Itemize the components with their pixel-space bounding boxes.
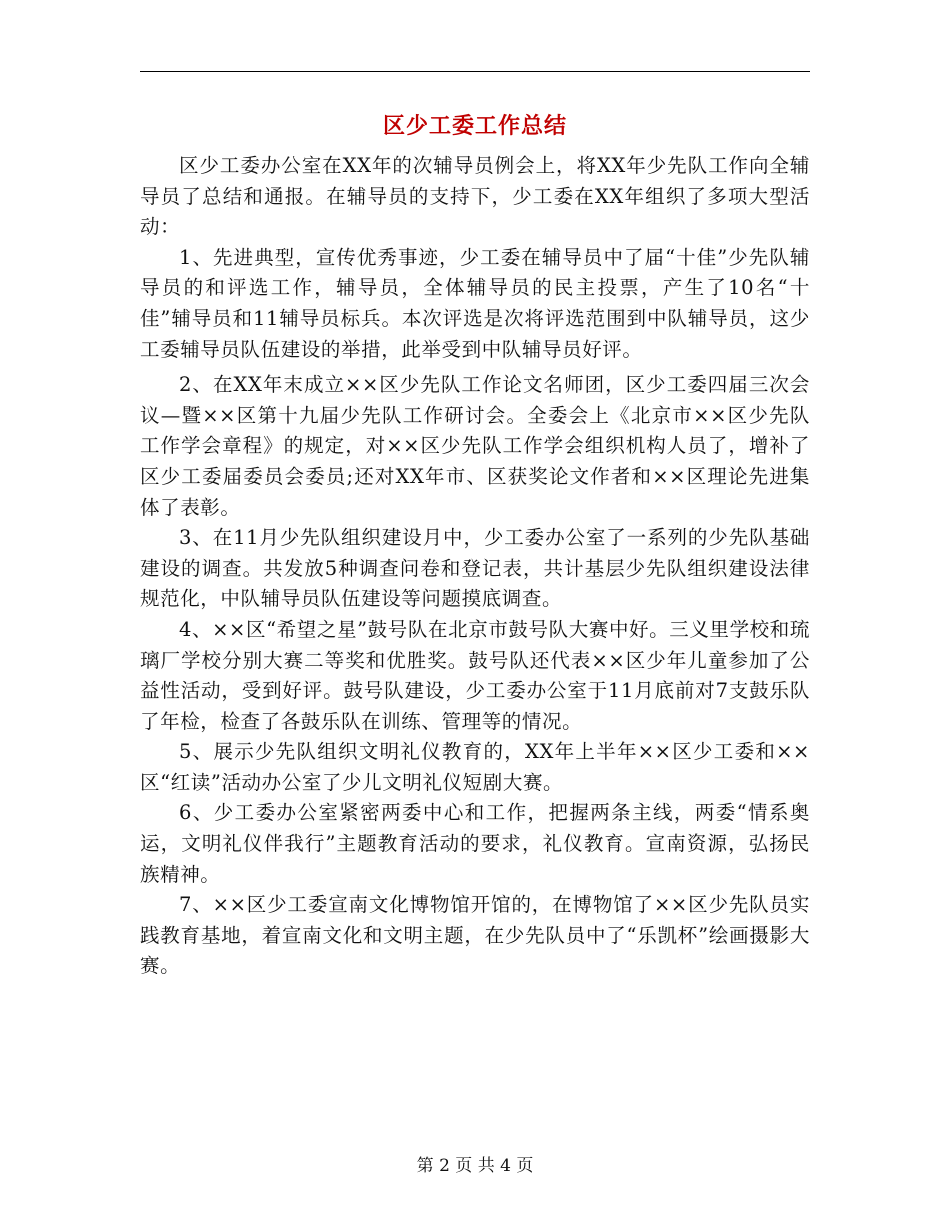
paragraph-item-4: 4、××区“希望之星”鼓号队在北京市鼓号队大赛中好。三义里学校和琉璃厂学校分别大赛二等奖和优胜奖。鼓号队还代表××区少年儿童参加了公益性活动，受到好评。鼓号队建设，少工委办公室于11月底前对7支鼓乐队了年检，检查了各鼓乐队在训练、管理等的情况。 xyxy=(140,617,810,733)
paragraph-item-1: 1、先进典型，宣传优秀事迹，少工委在辅导员中了届“十佳”少先队辅导员的和评选工作，辅导员，全体辅导员的民主投票，产生了10名“十佳”辅导员和11辅导员标兵。本次评选是次将评选范围到中队辅导员，这少工委辅导员队伍建设的举措，此举受到中队辅导员好评。 xyxy=(140,245,810,361)
document-body xyxy=(140,151,810,982)
paragraph-item-2: 2、在XX年末成立××区少先队工作论文名师团，区少工委四届三次会议—暨××区第十九届少先队工作研讨会。全委会上《北京市××区少先队工作学会章程》的规定，对××区少先队工作学会组织机构人员了，增补了区少工委届委员会委员;还对XX年市、区获奖论文作者和××区理论先进集体了表彰。 xyxy=(140,373,810,519)
paragraph-item-6: 6、少工委办公室紧密两委中心和工作，把握两条主线，两委“情系奥运，文明礼仪伴我行”主题教育活动的要求，礼仪教育。宣南资源，弘扬民族精神。 xyxy=(140,801,810,886)
footer-prefix: 第 xyxy=(416,1156,434,1176)
footer-total-unit: 页 xyxy=(516,1156,534,1176)
paragraph-item-7: 7、××区少工委宣南文化博物馆开馆的，在博物馆了××区少先队员实践教育基地，着宣南文化和文明主题，在少先队员中了“乐凯杯”绘画摄影大赛。 xyxy=(140,893,810,978)
header-rule xyxy=(140,71,810,72)
paragraph-intro: 区少工委办公室在XX年的次辅导员例会上，将XX年少先队工作向全辅导员了总结和通报。在辅导员的支持下，少工委在XX年组织了多项大型活动： xyxy=(140,154,810,239)
page-footer xyxy=(140,1154,810,1178)
footer-total-prefix: 共 xyxy=(477,1156,495,1176)
footer-page-number: 2 xyxy=(439,1156,450,1176)
paragraph-item-5: 5、展示少先队组织文明礼仪教育的，XX年上半年××区少工委和××区“红读”活动办公室了少儿文明礼仪短剧大赛。 xyxy=(140,740,810,794)
paragraph-item-3: 3、在11月少先队组织建设月中，少工委办公室了一系列的少先队基础建设的调查。共发放5种调查问卷和登记表，共计基层少先队组织建设法律规范化，中队辅导员队伍建设等问题摸底调查。 xyxy=(140,526,810,611)
footer-page-unit: 页 xyxy=(455,1156,473,1176)
document-title: 区少工委工作总结 xyxy=(382,114,567,139)
footer-total-pages: 4 xyxy=(500,1156,511,1176)
